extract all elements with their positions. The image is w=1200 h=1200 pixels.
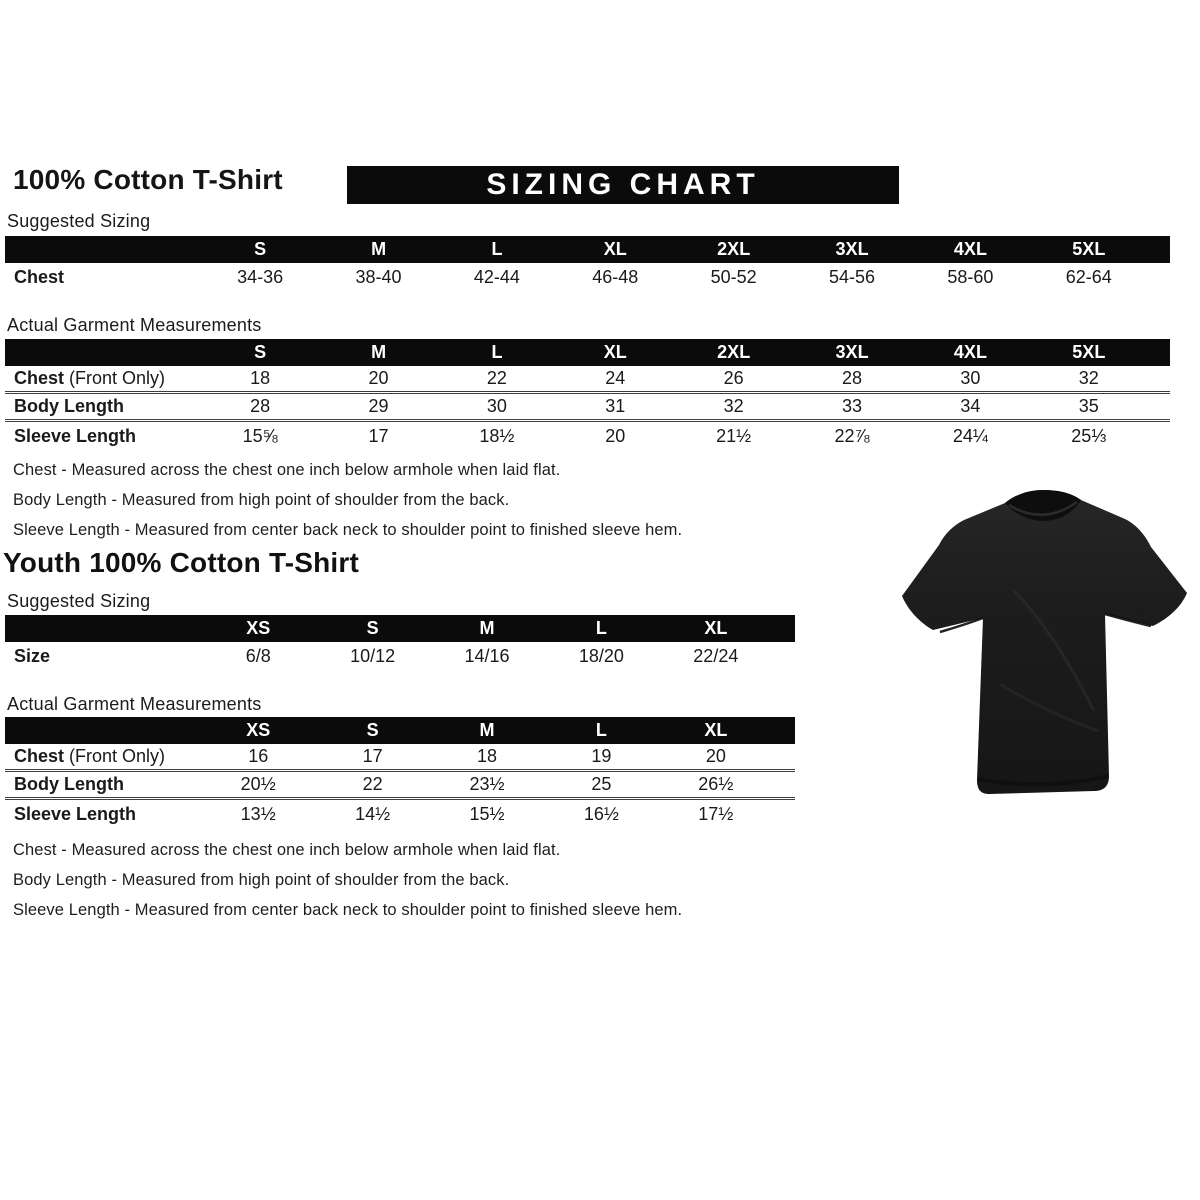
measurement-value: 15⅝ xyxy=(242,425,278,446)
measurement-value: 16 xyxy=(248,746,269,766)
measurement-value: 14½ xyxy=(355,803,391,824)
size-column-header: XL xyxy=(704,618,728,638)
size-column-header: L xyxy=(491,239,503,259)
measurement-value: 25⅓ xyxy=(1071,425,1107,446)
youth-section-title: Youth 100% Cotton T-Shirt xyxy=(3,547,360,578)
size-column-header: M xyxy=(371,239,387,259)
measurement-value: 34-36 xyxy=(237,266,284,287)
measurement-value: 18 xyxy=(250,368,271,388)
measurement-value: 33 xyxy=(842,396,863,416)
size-column-header: M xyxy=(371,342,387,362)
measurement-value: 30 xyxy=(486,396,507,416)
table-header-row xyxy=(5,615,795,642)
note-chest: Chest - Measured across the chest one inch below armhole when laid flat. xyxy=(13,841,561,859)
size-column-header: L xyxy=(595,618,607,638)
measurement-value: 20 xyxy=(368,368,389,388)
measurement-value: 15½ xyxy=(469,803,505,824)
black-tshirt-image xyxy=(892,479,1198,809)
table-header-row xyxy=(5,339,1170,366)
table-header-row xyxy=(5,717,795,744)
measurement-value: 26 xyxy=(723,368,744,388)
note-sleeve-length: Sleeve Length - Measured from center back neck to shoulder point to finished sleeve hem. xyxy=(13,521,683,539)
row-label: Chest (Front Only) xyxy=(14,746,166,766)
sizing-chart-banner-label: SIZING CHART xyxy=(486,168,760,201)
measurement-value: 32 xyxy=(1078,368,1099,388)
measurement-value: 18/20 xyxy=(578,645,624,666)
row-label: Size xyxy=(14,645,51,666)
measurement-value: 22 xyxy=(362,774,383,794)
table-header-row xyxy=(5,236,1170,263)
sizing-chart-banner xyxy=(347,166,899,204)
measurement-value: 46-48 xyxy=(592,266,639,287)
measurement-value: 19 xyxy=(591,746,612,766)
measurement-value: 31 xyxy=(605,396,626,416)
measurement-value: 42-44 xyxy=(473,266,520,287)
measurement-value: 26½ xyxy=(698,774,734,794)
measurement-value: 23½ xyxy=(469,774,505,794)
size-column-header: S xyxy=(366,618,379,638)
table-row xyxy=(5,366,1170,394)
size-column-header: S xyxy=(254,239,267,259)
measurement-value: 17 xyxy=(368,425,389,446)
measurement-value: 24 xyxy=(605,368,626,388)
note-sleeve-length: Sleeve Length - Measured from center back neck to shoulder point to finished sleeve hem. xyxy=(13,901,683,919)
measurement-value: 16½ xyxy=(583,803,619,824)
size-column-header: 2XL xyxy=(717,239,751,259)
size-column-header: XS xyxy=(246,618,271,638)
measurement-value: 20 xyxy=(705,746,726,766)
measurement-value: 10/12 xyxy=(350,645,396,666)
measurement-value: 35 xyxy=(1078,396,1099,416)
measurement-value: 34 xyxy=(960,396,981,416)
youth-actual-measurements-label: Actual Garment Measurements xyxy=(7,694,262,714)
adult-suggested-sizing-table xyxy=(5,236,1170,291)
table-row xyxy=(5,422,1170,450)
measurement-value: 18 xyxy=(477,746,498,766)
measurement-value: 58-60 xyxy=(947,266,994,287)
table-row xyxy=(5,263,1170,291)
table-row xyxy=(5,642,795,670)
measurement-value: 22⅞ xyxy=(834,425,870,446)
size-column-header: XL xyxy=(603,342,627,362)
size-column-header: 3XL xyxy=(835,239,869,259)
measurement-value: 25 xyxy=(591,774,612,794)
size-column-header: XL xyxy=(704,720,728,740)
row-label: Sleeve Length xyxy=(14,425,137,446)
table-row xyxy=(5,744,795,772)
measurement-value: 28 xyxy=(250,396,271,416)
measurement-value: 18½ xyxy=(479,425,515,446)
measurement-value: 29 xyxy=(368,396,389,416)
measurement-value: 14/16 xyxy=(464,645,510,666)
table-row xyxy=(5,394,1170,422)
measurement-value: 22 xyxy=(486,368,507,388)
note-body-length: Body Length - Measured from high point of shoulder from the back. xyxy=(13,871,510,889)
measurement-value: 62-64 xyxy=(1065,266,1112,287)
measurement-value: 21½ xyxy=(716,425,752,446)
size-column-header: 4XL xyxy=(953,239,987,259)
table-row xyxy=(5,800,795,828)
row-label: Body Length xyxy=(14,396,124,416)
adult-actual-measurements-label: Actual Garment Measurements xyxy=(7,315,262,335)
measurement-value: 13½ xyxy=(240,803,276,824)
size-column-header: 2XL xyxy=(717,342,751,362)
size-column-header: M xyxy=(479,720,495,740)
measurement-value: 6/8 xyxy=(245,645,271,666)
size-column-header: XS xyxy=(246,720,271,740)
row-label: Chest xyxy=(14,266,65,287)
tshirt-body xyxy=(902,490,1187,794)
size-column-header: L xyxy=(491,342,503,362)
measurement-value: 20½ xyxy=(240,774,276,794)
measurement-value: 28 xyxy=(842,368,863,388)
size-column-header: S xyxy=(366,720,379,740)
size-column-header: XL xyxy=(603,239,627,259)
youth-suggested-sizing-table xyxy=(5,615,795,670)
measurement-value: 22/24 xyxy=(693,645,739,666)
adult-measurement-notes xyxy=(13,461,682,551)
youth-measurement-notes xyxy=(13,841,682,931)
note-chest: Chest - Measured across the chest one inch below armhole when laid flat. xyxy=(13,461,561,479)
table-row xyxy=(5,772,795,800)
measurement-value: 32 xyxy=(723,396,744,416)
measurement-value: 20 xyxy=(605,425,626,446)
size-column-header: 4XL xyxy=(953,342,987,362)
size-column-header: M xyxy=(479,618,495,638)
row-label: Chest (Front Only) xyxy=(14,368,166,388)
measurement-value: 38-40 xyxy=(355,266,402,287)
size-column-header: 3XL xyxy=(835,342,869,362)
measurement-value: 24¼ xyxy=(952,425,988,446)
page-title: 100% Cotton T-Shirt xyxy=(13,164,283,195)
row-label: Sleeve Length xyxy=(14,803,137,824)
adult-actual-measurements-table xyxy=(5,339,1170,450)
measurement-value: 17½ xyxy=(698,803,734,824)
measurement-value: 54-56 xyxy=(829,266,876,287)
size-column-header: L xyxy=(595,720,607,740)
size-column-header: 5XL xyxy=(1072,239,1106,259)
youth-suggested-sizing-label: Suggested Sizing xyxy=(7,591,151,611)
measurement-value: 50-52 xyxy=(710,266,757,287)
size-column-header: 5XL xyxy=(1072,342,1106,362)
note-body-length: Body Length - Measured from high point of shoulder from the back. xyxy=(13,491,510,509)
size-column-header: S xyxy=(254,342,267,362)
row-label: Body Length xyxy=(14,774,124,794)
measurement-value: 17 xyxy=(362,746,383,766)
youth-actual-measurements-table xyxy=(5,717,795,828)
measurement-value: 30 xyxy=(960,368,981,388)
tshirt-illustration xyxy=(892,479,1198,809)
adult-suggested-sizing-label: Suggested Sizing xyxy=(7,211,151,231)
